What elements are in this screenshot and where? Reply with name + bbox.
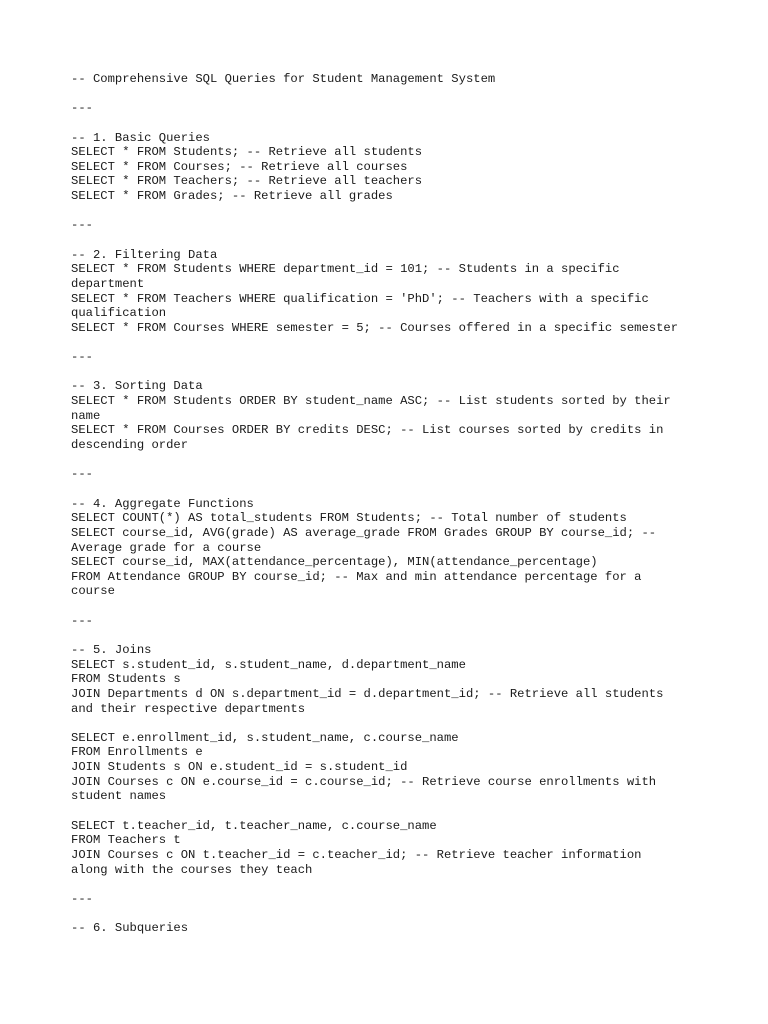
document-line (71, 87, 711, 102)
document-line: --- (71, 350, 93, 365)
document-line (71, 116, 711, 131)
document-line: SELECT * FROM Courses; -- Retrieve all courses (71, 159, 408, 174)
document-line: name (71, 408, 101, 423)
document-line: SELECT course_id, MAX(attendance_percentage), MIN(attendance_percentage) (71, 555, 598, 570)
document-line: FROM Students s (71, 672, 181, 687)
document-line: qualification (71, 306, 167, 321)
document-line (71, 804, 711, 819)
document-page (71, 72, 711, 936)
document-line: SELECT * FROM Grades; -- Retrieve all grades (71, 189, 393, 204)
document-line: --- (71, 467, 93, 482)
document-line (71, 599, 711, 614)
document-line: Average grade for a course (71, 540, 262, 555)
document-line: JOIN Courses c ON t.teacher_id = c.teacher_id; -- Retrieve teacher information (71, 847, 642, 862)
document-line: JOIN Students s ON e.student_id = s.student_id (71, 760, 408, 775)
document-line: FROM Attendance GROUP BY course_id; -- Max and min attendance percentage for a (71, 569, 642, 584)
document-line: course (71, 584, 115, 599)
document-line: -- 6. Subqueries (71, 921, 189, 936)
document-line: SELECT course_id, AVG(grade) AS average_grade FROM Grades GROUP BY course_id; -- (71, 525, 657, 540)
document-line: SELECT * FROM Courses WHERE semester = 5; -- Courses offered in a specific semester (71, 320, 679, 335)
document-line: --- (71, 613, 93, 628)
document-line: SELECT s.student_id, s.student_name, d.department_name (71, 657, 466, 672)
document-line: SELECT * FROM Students ORDER BY student_name ASC; -- List students sorted by their (71, 394, 671, 409)
document-line (71, 907, 711, 922)
document-line (71, 233, 711, 248)
document-line: --- (71, 218, 93, 233)
document-line: -- 5. Joins (71, 642, 152, 657)
document-line: --- (71, 891, 93, 906)
document-line: -- Comprehensive SQL Queries for Student Management System (71, 72, 496, 86)
document-line: SELECT * FROM Teachers; -- Retrieve all teachers (71, 174, 423, 189)
document-line: -- 3. Sorting Data (71, 379, 203, 394)
document-line: SELECT * FROM Students WHERE department_id = 101; -- Students in a specific (71, 262, 620, 277)
document-line: FROM Enrollments e (71, 745, 203, 760)
document-line: student names (71, 789, 167, 804)
document-line: SELECT COUNT(*) AS total_students FROM Students; -- Total number of students (71, 511, 627, 526)
document-line: JOIN Courses c ON e.course_id = c.course_id; -- Retrieve course enrollments with (71, 774, 657, 789)
document-line (71, 482, 711, 497)
document-line: SELECT t.teacher_id, t.teacher_name, c.course_name (71, 818, 437, 833)
document-line (71, 204, 711, 219)
document-line: FROM Teachers t (71, 833, 181, 848)
document-line: along with the courses they teach (71, 862, 313, 877)
document-line: --- (71, 101, 93, 116)
document-line (71, 336, 711, 351)
document-line: and their respective departments (71, 701, 306, 716)
document-line (71, 453, 711, 468)
document-line (71, 877, 711, 892)
document-line: SELECT * FROM Teachers WHERE qualification = 'PhD'; -- Teachers with a specific (71, 291, 649, 306)
document-line (71, 628, 711, 643)
document-line: SELECT * FROM Students; -- Retrieve all students (71, 145, 423, 160)
document-line: department (71, 276, 145, 291)
document-line: -- 2. Filtering Data (71, 247, 218, 262)
document-line: -- 1. Basic Queries (71, 130, 210, 145)
document-line: JOIN Departments d ON s.department_id = d.department_id; -- Retrieve all students (71, 686, 664, 701)
document-line (71, 716, 711, 731)
document-line: SELECT e.enrollment_id, s.student_name, c.course_name (71, 730, 459, 745)
document-line: -- 4. Aggregate Functions (71, 496, 254, 511)
document-line: descending order (71, 438, 189, 453)
document-line (71, 365, 711, 380)
document-line: SELECT * FROM Courses ORDER BY credits DESC; -- List courses sorted by credits in (71, 423, 664, 438)
